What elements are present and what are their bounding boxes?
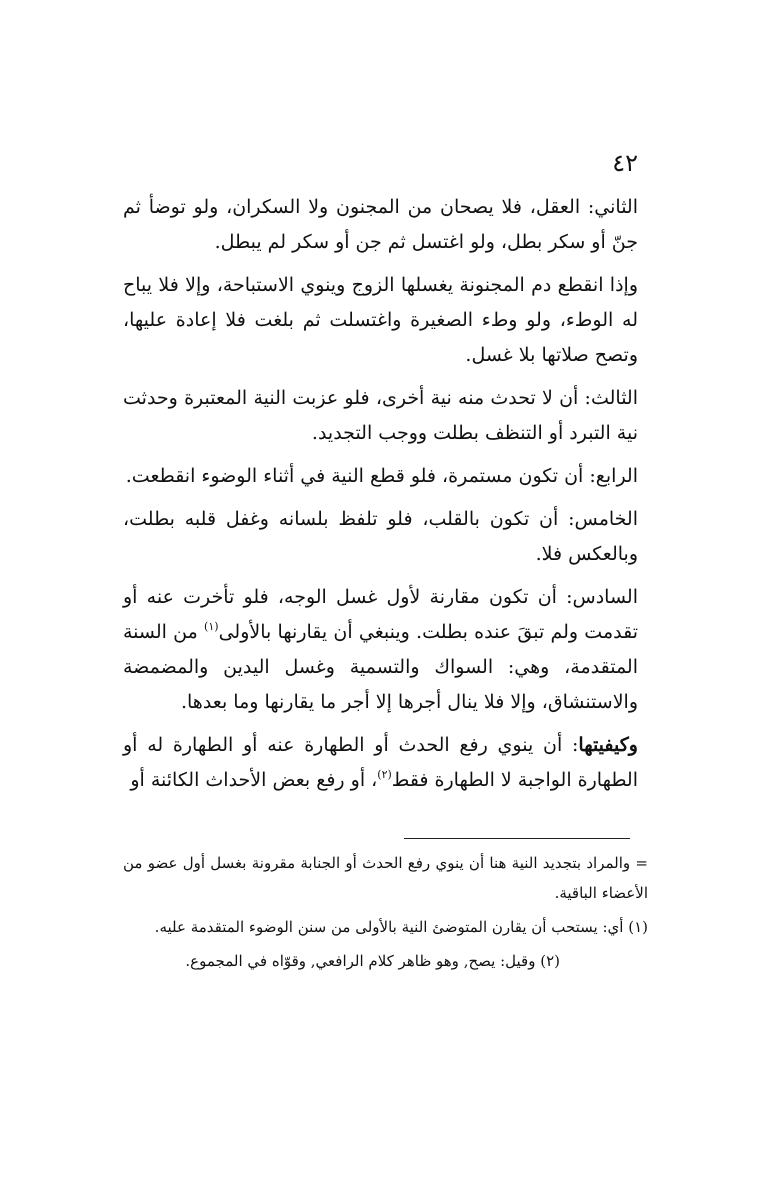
paragraph-insane-woman: وإذا انقطع دم المجنونة يغسلها الزوج وينوي الاستباحة، وإلا فلا يباح له الوطء، ولو وطء الصغيرة واغتسلت ثم بلغت فلا إعادة عليها، وتصح صلاتها بلا غسل. <box>123 274 638 366</box>
footnote-ref-1[interactable]: (١) <box>204 620 219 633</box>
paragraph-method <box>123 728 638 798</box>
paragraph-text: : أن ينوي رفع الحدث أو الطهارة عنه أو الطهارة له أو الطهارة الواجبة لا الطهارة فقط <box>123 734 638 791</box>
main-text <box>123 190 638 806</box>
footnote-ref-2[interactable]: (٢) <box>377 768 392 781</box>
paragraph-sixth-condition <box>123 580 638 720</box>
footnotes <box>123 848 648 980</box>
footnote-1: (١) أي: يستحب أن يقارن المتوضئ النية بالأولى من سنن الوضوء المتقدمة عليه. <box>154 918 648 936</box>
paragraph-lead: وكيفيتها <box>578 734 638 756</box>
footnote-2: (٢) وقيل: يصح, وهو ظاهر كلام الرافعي, وقوّاه في المجموع. <box>185 952 560 970</box>
paragraph-third-condition: الثالث: أن لا تحدث منه نية أخرى، فلو عزبت النية المعتبرة وحدثت نية التبرد أو التنظف بطلت ووجب التجديد. <box>123 387 638 444</box>
page-number: ٤٢ <box>612 149 638 177</box>
paragraph-fourth-condition: الرابع: أن تكون مستمرة، فلو قطع النية في أثناء الوضوء انقطعت. <box>125 465 638 487</box>
paragraph-fifth-condition: الخامس: أن تكون بالقلب، فلو تلفظ بلسانه وغفل قلبه بطلت، وبالعكس فلا. <box>123 508 638 565</box>
footnote-continued: = والمراد بتجديد النية هنا أن ينوي رفع الحدث أو الجنابة مقرونة بغسل أول عضو من الأعضاء الباقية. <box>123 854 648 902</box>
paragraph-second-condition: الثاني: العقل، فلا يصحان من المجنون ولا السكران، ولو توضأ ثم جنّ أو سكر بطل، ولو اغتسل ثم جن أو سكر لم يبطل. <box>123 196 638 253</box>
paragraph-text: السادس: أن تكون مقارنة لأول غسل الوجه، فلو تأخرت عنه أو تقدمت ولم تبقَ عنده بطلت. وينبغي أن يقارنها بالأولى <box>123 586 638 643</box>
footnote-separator <box>404 838 630 839</box>
paragraph-text: ، أو رفع بعض الأحداث الكائنة أو <box>130 769 378 791</box>
paragraph-text: من السنة المتقدمة، وهي: السواك والتسمية وغسل اليدين والمضمضة والاستنشاق، وإلا فلا ينال أجرها إلا أجر ما يقارنها وما بعدها. <box>123 621 638 713</box>
